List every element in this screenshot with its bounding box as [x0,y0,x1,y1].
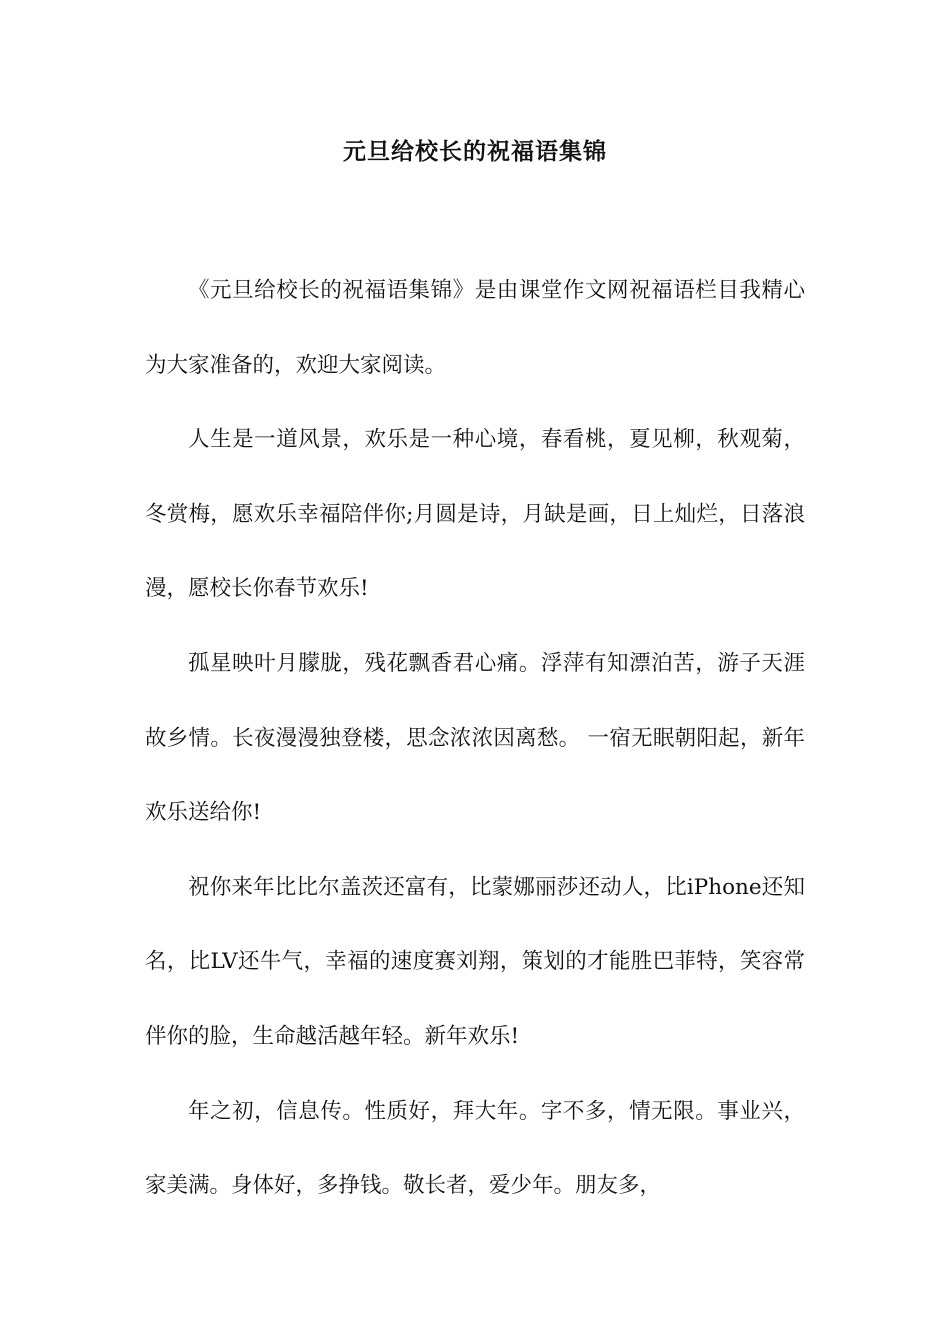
paragraph-intro: 《元旦给校长的祝福语集锦》是由课堂作文网祝福语栏目我精心为大家准备的，欢迎大家阅读。 [145,278,805,378]
paragraph-blessing-3: 祝你来年比比尔盖茨还富有，比蒙娜丽莎还动人，比iPhone还知名，比LV还牛气，幸福的速度赛刘翔，策划的才能胜巴菲特，笑容常伴你的脸，生命越活越年轻。新年欢乐! [145,874,805,1049]
document-title: 元旦给校长的祝福语集锦 [343,138,607,165]
paragraph-blessing-4: 年之初，信息传。性质好，拜大年。字不多，情无限。事业兴，家美满。身体好，多挣钱。敬长者，爱少年。朋友多， [145,1098,805,1199]
document-body [145,254,805,1224]
paragraph-blessing-2: 孤星映叶月朦胧，残花飘香君心痛。浮萍有知漂泊苦，游子天涯故乡情。长夜漫漫独登楼，思念浓浓因离愁。 一宿无眠朝阳起，新年欢乐送给你! [145,650,805,826]
paragraph-blessing-1: 人生是一道风景，欢乐是一种心境，春看桃，夏见柳，秋观菊，冬赏梅，愿欢乐幸福陪伴你;月圆是诗，月缺是画，日上灿烂，日落浪漫，愿校长你春节欢乐! [145,427,805,602]
